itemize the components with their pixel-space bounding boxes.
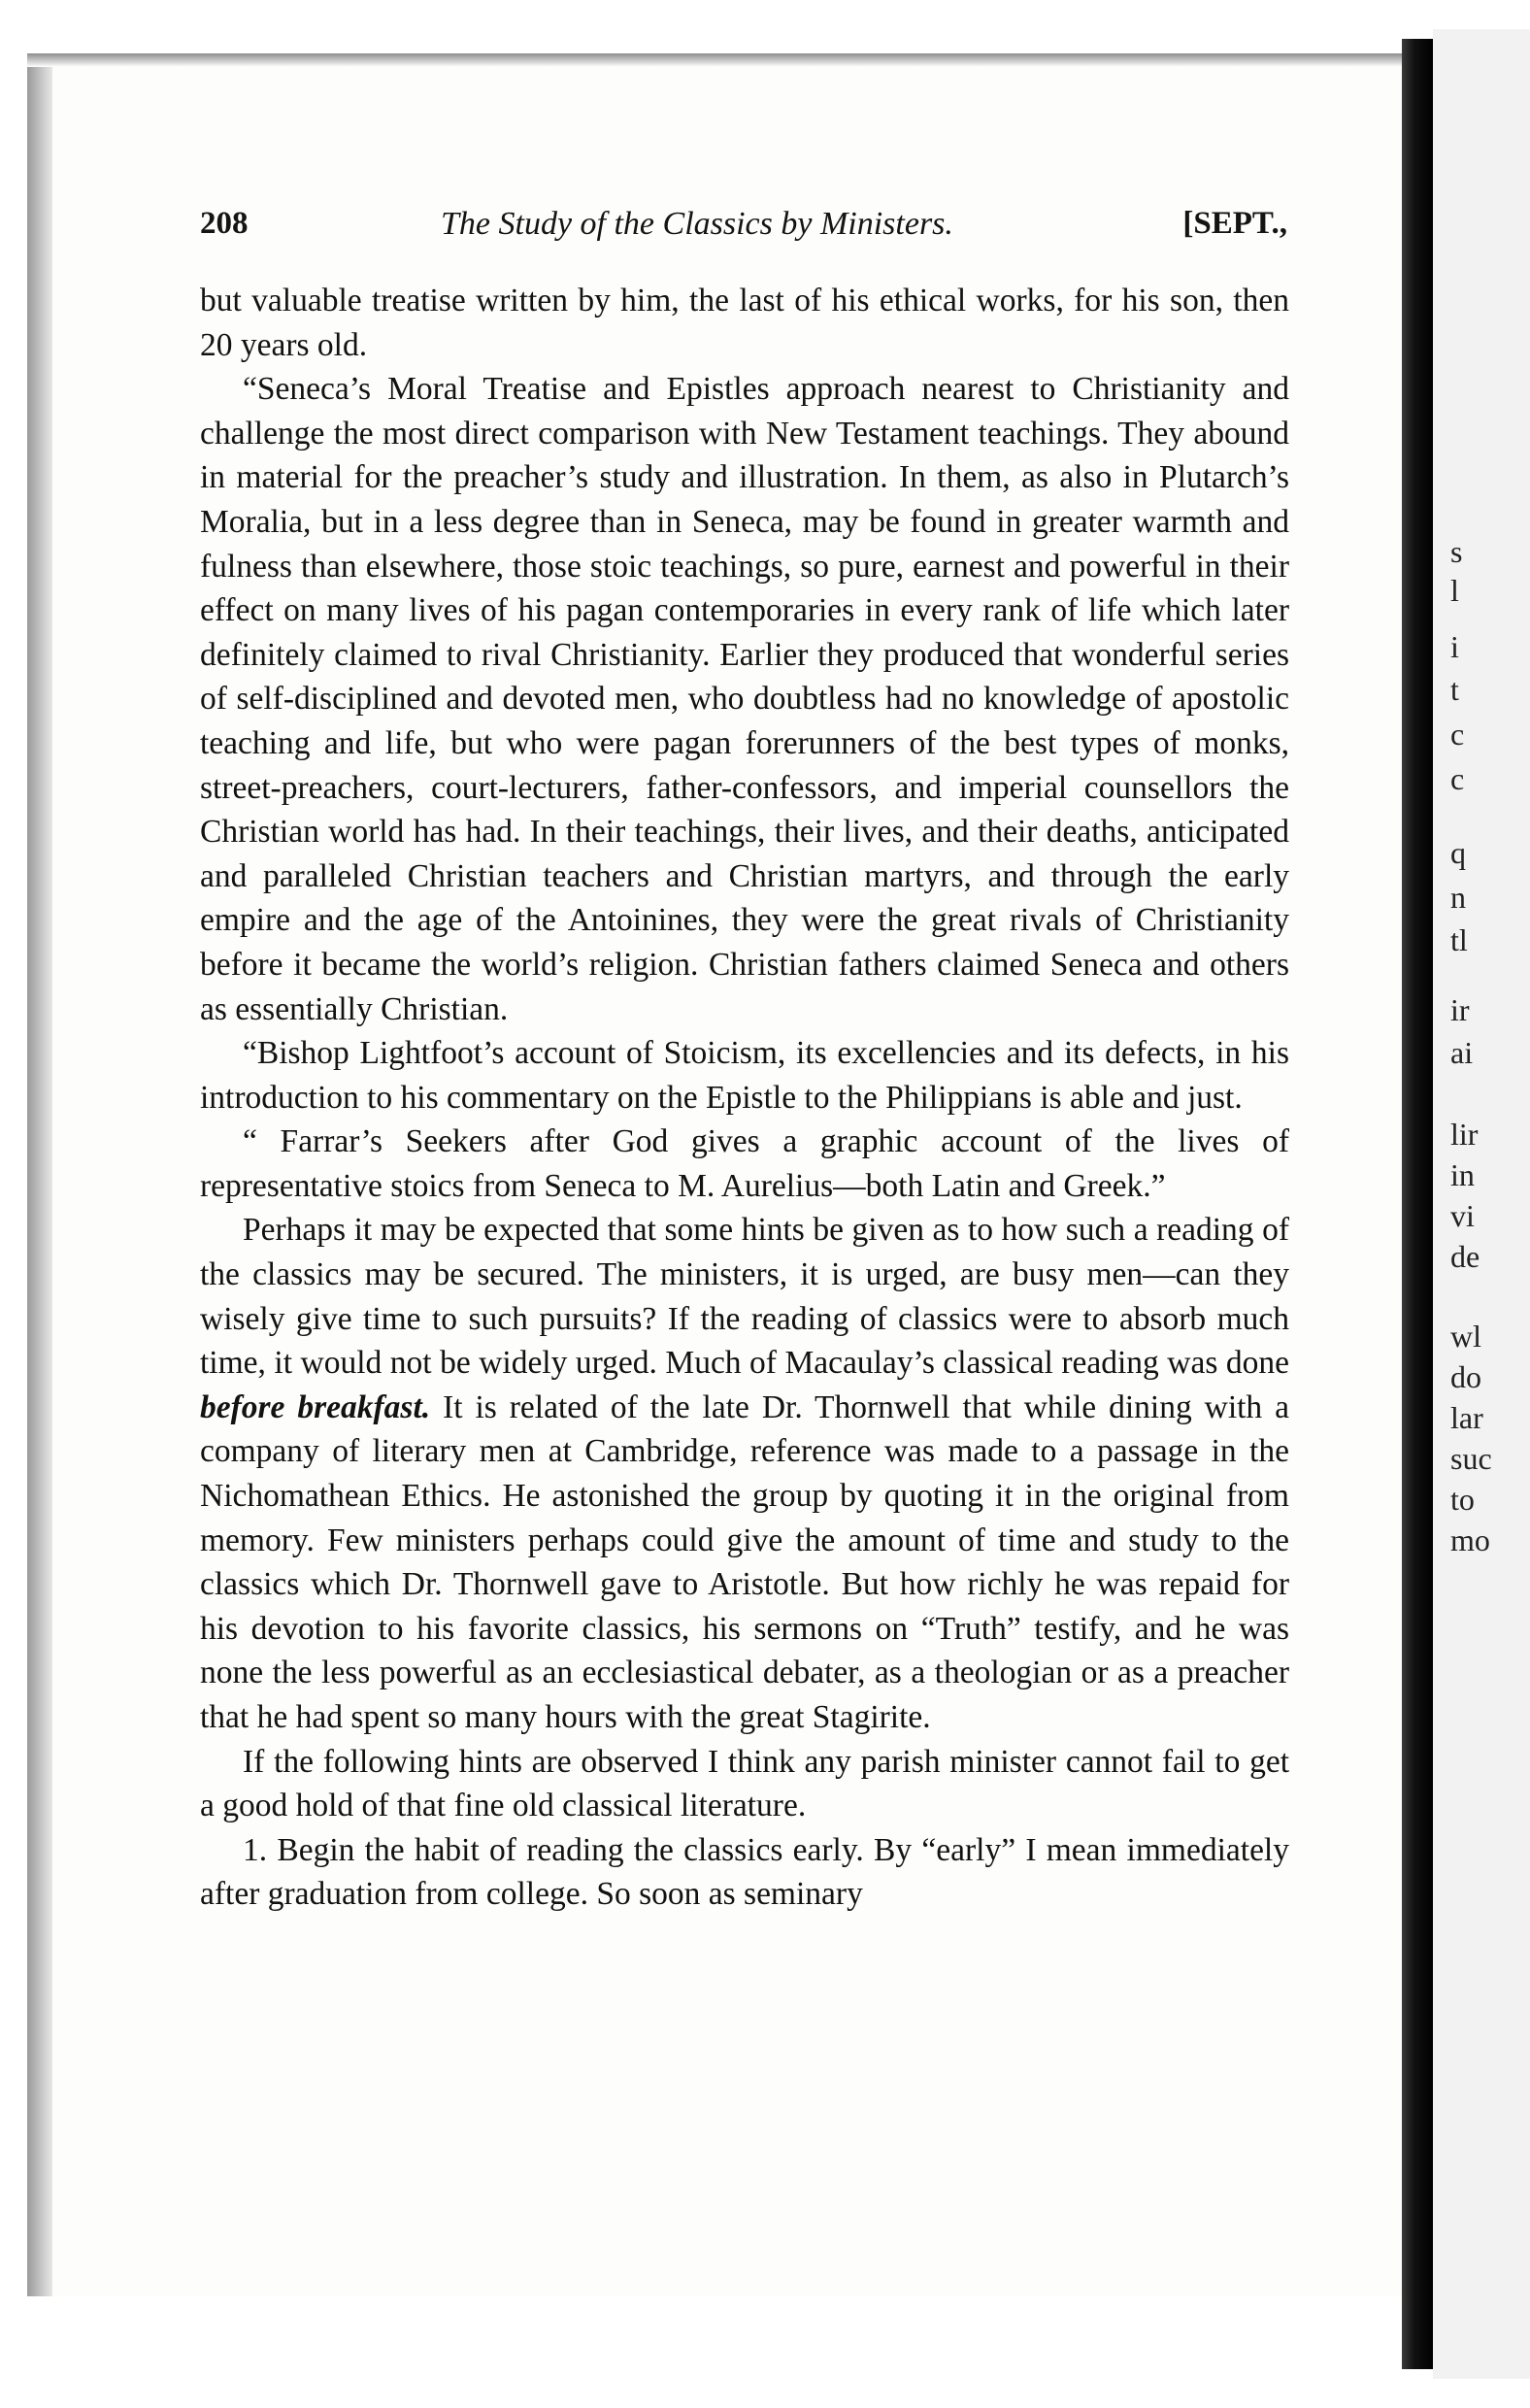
next-page-fragment: lir bbox=[1450, 1117, 1479, 1152]
next-page-fragment: mo bbox=[1450, 1522, 1490, 1557]
paragraph bbox=[200, 1208, 1289, 1739]
issue-month: [SEPT., bbox=[1182, 206, 1287, 241]
next-page-fragment: s bbox=[1450, 534, 1463, 569]
next-page-fragment: suc bbox=[1450, 1441, 1492, 1476]
next-page-fragment: c bbox=[1450, 761, 1465, 796]
page-number: 208 bbox=[200, 206, 249, 241]
next-page-fragment: ai bbox=[1450, 1035, 1474, 1070]
next-page-fragment: do bbox=[1450, 1359, 1481, 1394]
running-title: The Study of the Classics by Ministers. bbox=[441, 206, 953, 242]
next-page-fragment: n bbox=[1450, 880, 1466, 915]
emphasis: before breakfast. bbox=[200, 1388, 431, 1425]
next-page-fragment: in bbox=[1450, 1157, 1475, 1192]
next-page-fragment: to bbox=[1450, 1482, 1475, 1517]
paragraph: “ Farrar’s Seekers after God gives a graphic account of the lives of representative stoics from Seneca to M. Aurelius—both Latin and Greek.” bbox=[200, 1123, 1289, 1204]
scan-shadow-left bbox=[27, 53, 52, 2296]
next-page-fragment: wl bbox=[1450, 1319, 1481, 1354]
paragraph: 1. Begin the habit of reading the classics early. By “early” I mean immediately after graduation from college. So soon as seminary bbox=[200, 1831, 1289, 1913]
next-page-fragment: c bbox=[1450, 717, 1465, 752]
next-page-fragment: lar bbox=[1450, 1400, 1483, 1435]
paragraph: “Bishop Lightfoot’s account of Stoicism, its excellencies and its defects, in his introduction to his commentary on the Epistle to the Philippians is able and just. bbox=[200, 1035, 1289, 1116]
scan-shadow-top bbox=[27, 53, 1425, 67]
body-text bbox=[200, 279, 1289, 1917]
next-page-fragment: t bbox=[1450, 672, 1459, 707]
paragraph-text: Perhaps it may be expected that some hints be given as to how such a reading of the classics may be secured. The ministers, it is urged, are busy men—can they wisely give time to such pursuits? If the reading of classics were to absorb much time, it would not be widely urged. Much of Macaulay’s classical reading was done bbox=[200, 1212, 1289, 1382]
paragraph: “Seneca’s Moral Treatise and Epistles approach nearest to Christianity and challenge the most direct comparison with New Testament teachings. They abound in material for the preacher’s study and illustration. In them, as also in Plutarch’s Moralia, but in a less degree than in Seneca, may be found in greater warmth and fulness than elsewhere, those stoic teachings, so pure, earnest and powerful in their effect on many lives of his pagan contemporaries in every rank of life which later definitely claimed to rival Christianity. Earlier they produced that wonderful series of self-disciplined and devoted men, who doubtless had no knowledge of apostolic teaching and life, but who were pagan forerunners of the best types of monks, street-preachers, court-lecturers, father-confessors, and imperial counsellors the Christian world has had. In their teachings, their lives, and their deaths, anticipated and paralleled Christian teachers and Christian martyrs, and through the early empire and the age of the Antoinines, they were the great rivals of Christianity before it became the world’s religion. Christian fathers claimed Seneca and others as essentially Christian. bbox=[200, 371, 1289, 1027]
running-header bbox=[200, 206, 1297, 249]
paragraph: but valuable treatise written by him, the last of his ethical works, for his son, then 20 years old. bbox=[200, 283, 1289, 363]
next-page-edge bbox=[1433, 29, 1530, 2379]
paragraph-text: It is related of the late Dr. Thornwell that while dining with a company of literary men at Cambridge, reference was made to a passage in the Nichomathean Ethics. He astonished the group by quoting it in the original from memory. Few ministers perhaps could give the amount of time and study to the classics which Dr. Thornwell gave to Aristotle. But how richly he was repaid for his devotion to his favorite classics, his sermons on “Truth” testify, and he was none the less powerful as an ecclesiastical debater, as a theologian or as a preacher that he had spent so many hours with the great Stagirite. bbox=[200, 1388, 1289, 1735]
book-gutter bbox=[1402, 39, 1433, 2369]
paragraph: If the following hints are observed I think any parish minister cannot fail to get a good hold of that fine old classical literature. bbox=[200, 1743, 1289, 1824]
next-page-fragment: tl bbox=[1450, 922, 1468, 957]
next-page-fragment: i bbox=[1450, 629, 1459, 664]
next-page-fragment: de bbox=[1450, 1239, 1480, 1274]
next-page-fragment: q bbox=[1450, 835, 1466, 870]
next-page-fragment: vi bbox=[1450, 1198, 1475, 1233]
next-page-fragment: ir bbox=[1450, 992, 1470, 1027]
next-page-fragment: l bbox=[1450, 573, 1459, 608]
